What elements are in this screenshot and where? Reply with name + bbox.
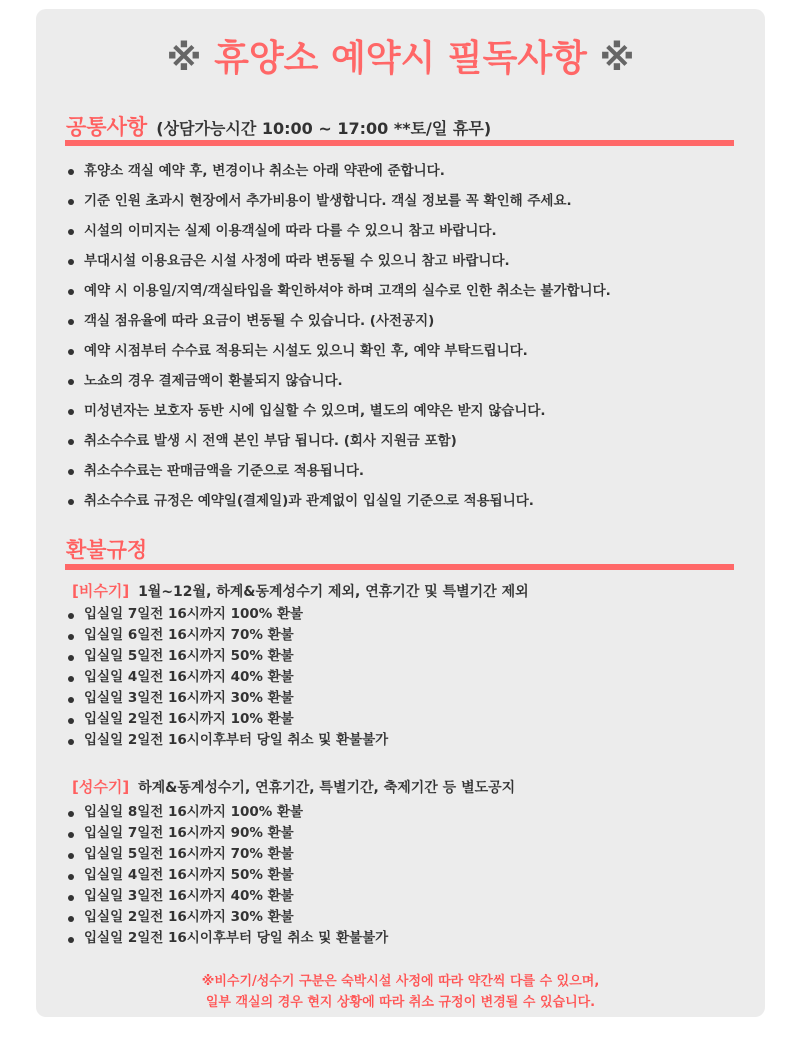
list-item: 입실일 5일전 16시까지 50% 환불 — [66, 646, 388, 667]
list-item: 취소수수료 발생 시 전액 본인 부담 됩니다. (회사 지원금 포함) — [66, 426, 611, 456]
list-item: 부대시설 이용요금은 시설 사정에 따라 변동될 수 있으니 참고 바랍니다. — [66, 246, 611, 276]
off-season-tag: [비수기] — [72, 582, 130, 600]
peak-season-heading — [72, 776, 515, 797]
list-item: 입실일 5일전 16시까지 70% 환불 — [66, 844, 388, 865]
list-item: 취소수수료는 판매금액을 기준으로 적용됩니다. — [66, 456, 611, 486]
common-section-title: 공통사항 — [66, 115, 148, 139]
list-item: 예약 시 이용일/지역/객실타입을 확인하셔야 하며 고객의 실수로 인한 취소는 불가합니다. — [66, 276, 611, 306]
refund-section-divider — [65, 564, 734, 570]
off-season-note: 1월~12월, 하계&동계성수기 제외, 연휴기간 및 특별기간 제외 — [138, 584, 529, 600]
list-item: 시설의 이미지는 실제 이용객실에 따라 다를 수 있으니 참고 바랍니다. — [66, 216, 611, 246]
footnote-line-2: 일부 객실의 경우 현지 상황에 따라 취소 규정이 변경될 수 있습니다. — [205, 995, 596, 1010]
list-item: 입실일 2일전 16시까지 10% 환불 — [66, 709, 388, 730]
common-section-heading — [66, 111, 491, 141]
reference-mark-left: ※ — [166, 38, 202, 79]
list-item: 미성년자는 보호자 동반 시에 입실할 수 있으며, 별도의 예약은 받지 않습니다. — [66, 396, 611, 426]
page-title-text: 휴양소 예약시 필독사항 — [214, 38, 587, 79]
list-item: 입실일 3일전 16시까지 40% 환불 — [66, 886, 388, 907]
common-rules-list — [66, 156, 611, 516]
list-item: 취소수수료 규정은 예약일(결제일)과 관계없이 입실일 기준으로 적용됩니다. — [66, 486, 611, 516]
consultation-hours-note: (상담가능시간 10:00 ~ 17:00 **토/일 휴무) — [156, 119, 492, 138]
list-item: 입실일 7일전 16시까지 100% 환불 — [66, 604, 388, 625]
footnote — [36, 971, 765, 1013]
list-item: 입실일 4일전 16시까지 50% 환불 — [66, 865, 388, 886]
notice-card — [36, 9, 765, 1017]
list-item: 입실일 2일전 16시까지 30% 환불 — [66, 907, 388, 928]
peak-season-note: 하계&동계성수기, 연휴기간, 특별기간, 축제기간 등 별도공지 — [138, 780, 516, 796]
list-item: 노쇼의 경우 결제금액이 환불되지 않습니다. — [66, 366, 611, 396]
refund-section-heading — [66, 534, 147, 564]
list-item: 입실일 2일전 16시이후부터 당일 취소 및 환불불가 — [66, 928, 388, 949]
page-title — [36, 39, 765, 79]
list-item: 입실일 4일전 16시까지 40% 환불 — [66, 667, 388, 688]
list-item: 입실일 6일전 16시까지 70% 환불 — [66, 625, 388, 646]
common-section-divider — [65, 140, 734, 146]
list-item: 예약 시점부터 수수료 적용되는 시설도 있으니 확인 후, 예약 부탁드립니다. — [66, 336, 611, 366]
peak-season-tag: [성수기] — [72, 778, 130, 796]
refund-section-title: 환불규정 — [66, 538, 148, 562]
list-item: 입실일 3일전 16시까지 30% 환불 — [66, 688, 388, 709]
list-item: 기준 인원 초과시 현장에서 추가비용이 발생합니다. 객실 정보를 꼭 확인해 주세요. — [66, 186, 611, 216]
list-item: 입실일 7일전 16시까지 90% 환불 — [66, 823, 388, 844]
off-season-refund-list — [66, 604, 388, 751]
list-item: 입실일 8일전 16시까지 100% 환불 — [66, 802, 388, 823]
list-item: 휴양소 객실 예약 후, 변경이나 취소는 아래 약관에 준합니다. — [66, 156, 611, 186]
reference-mark-right: ※ — [599, 38, 635, 79]
list-item: 객실 점유율에 따라 요금이 변동될 수 있습니다. (사전공지) — [66, 306, 611, 336]
footnote-line-1: ※비수기/성수기 구분은 숙박시설 사정에 따라 약간씩 다를 수 있으며, — [201, 974, 600, 989]
off-season-heading — [72, 580, 529, 601]
peak-season-refund-list — [66, 802, 388, 949]
list-item: 입실일 2일전 16시이후부터 당일 취소 및 환불불가 — [66, 730, 388, 751]
